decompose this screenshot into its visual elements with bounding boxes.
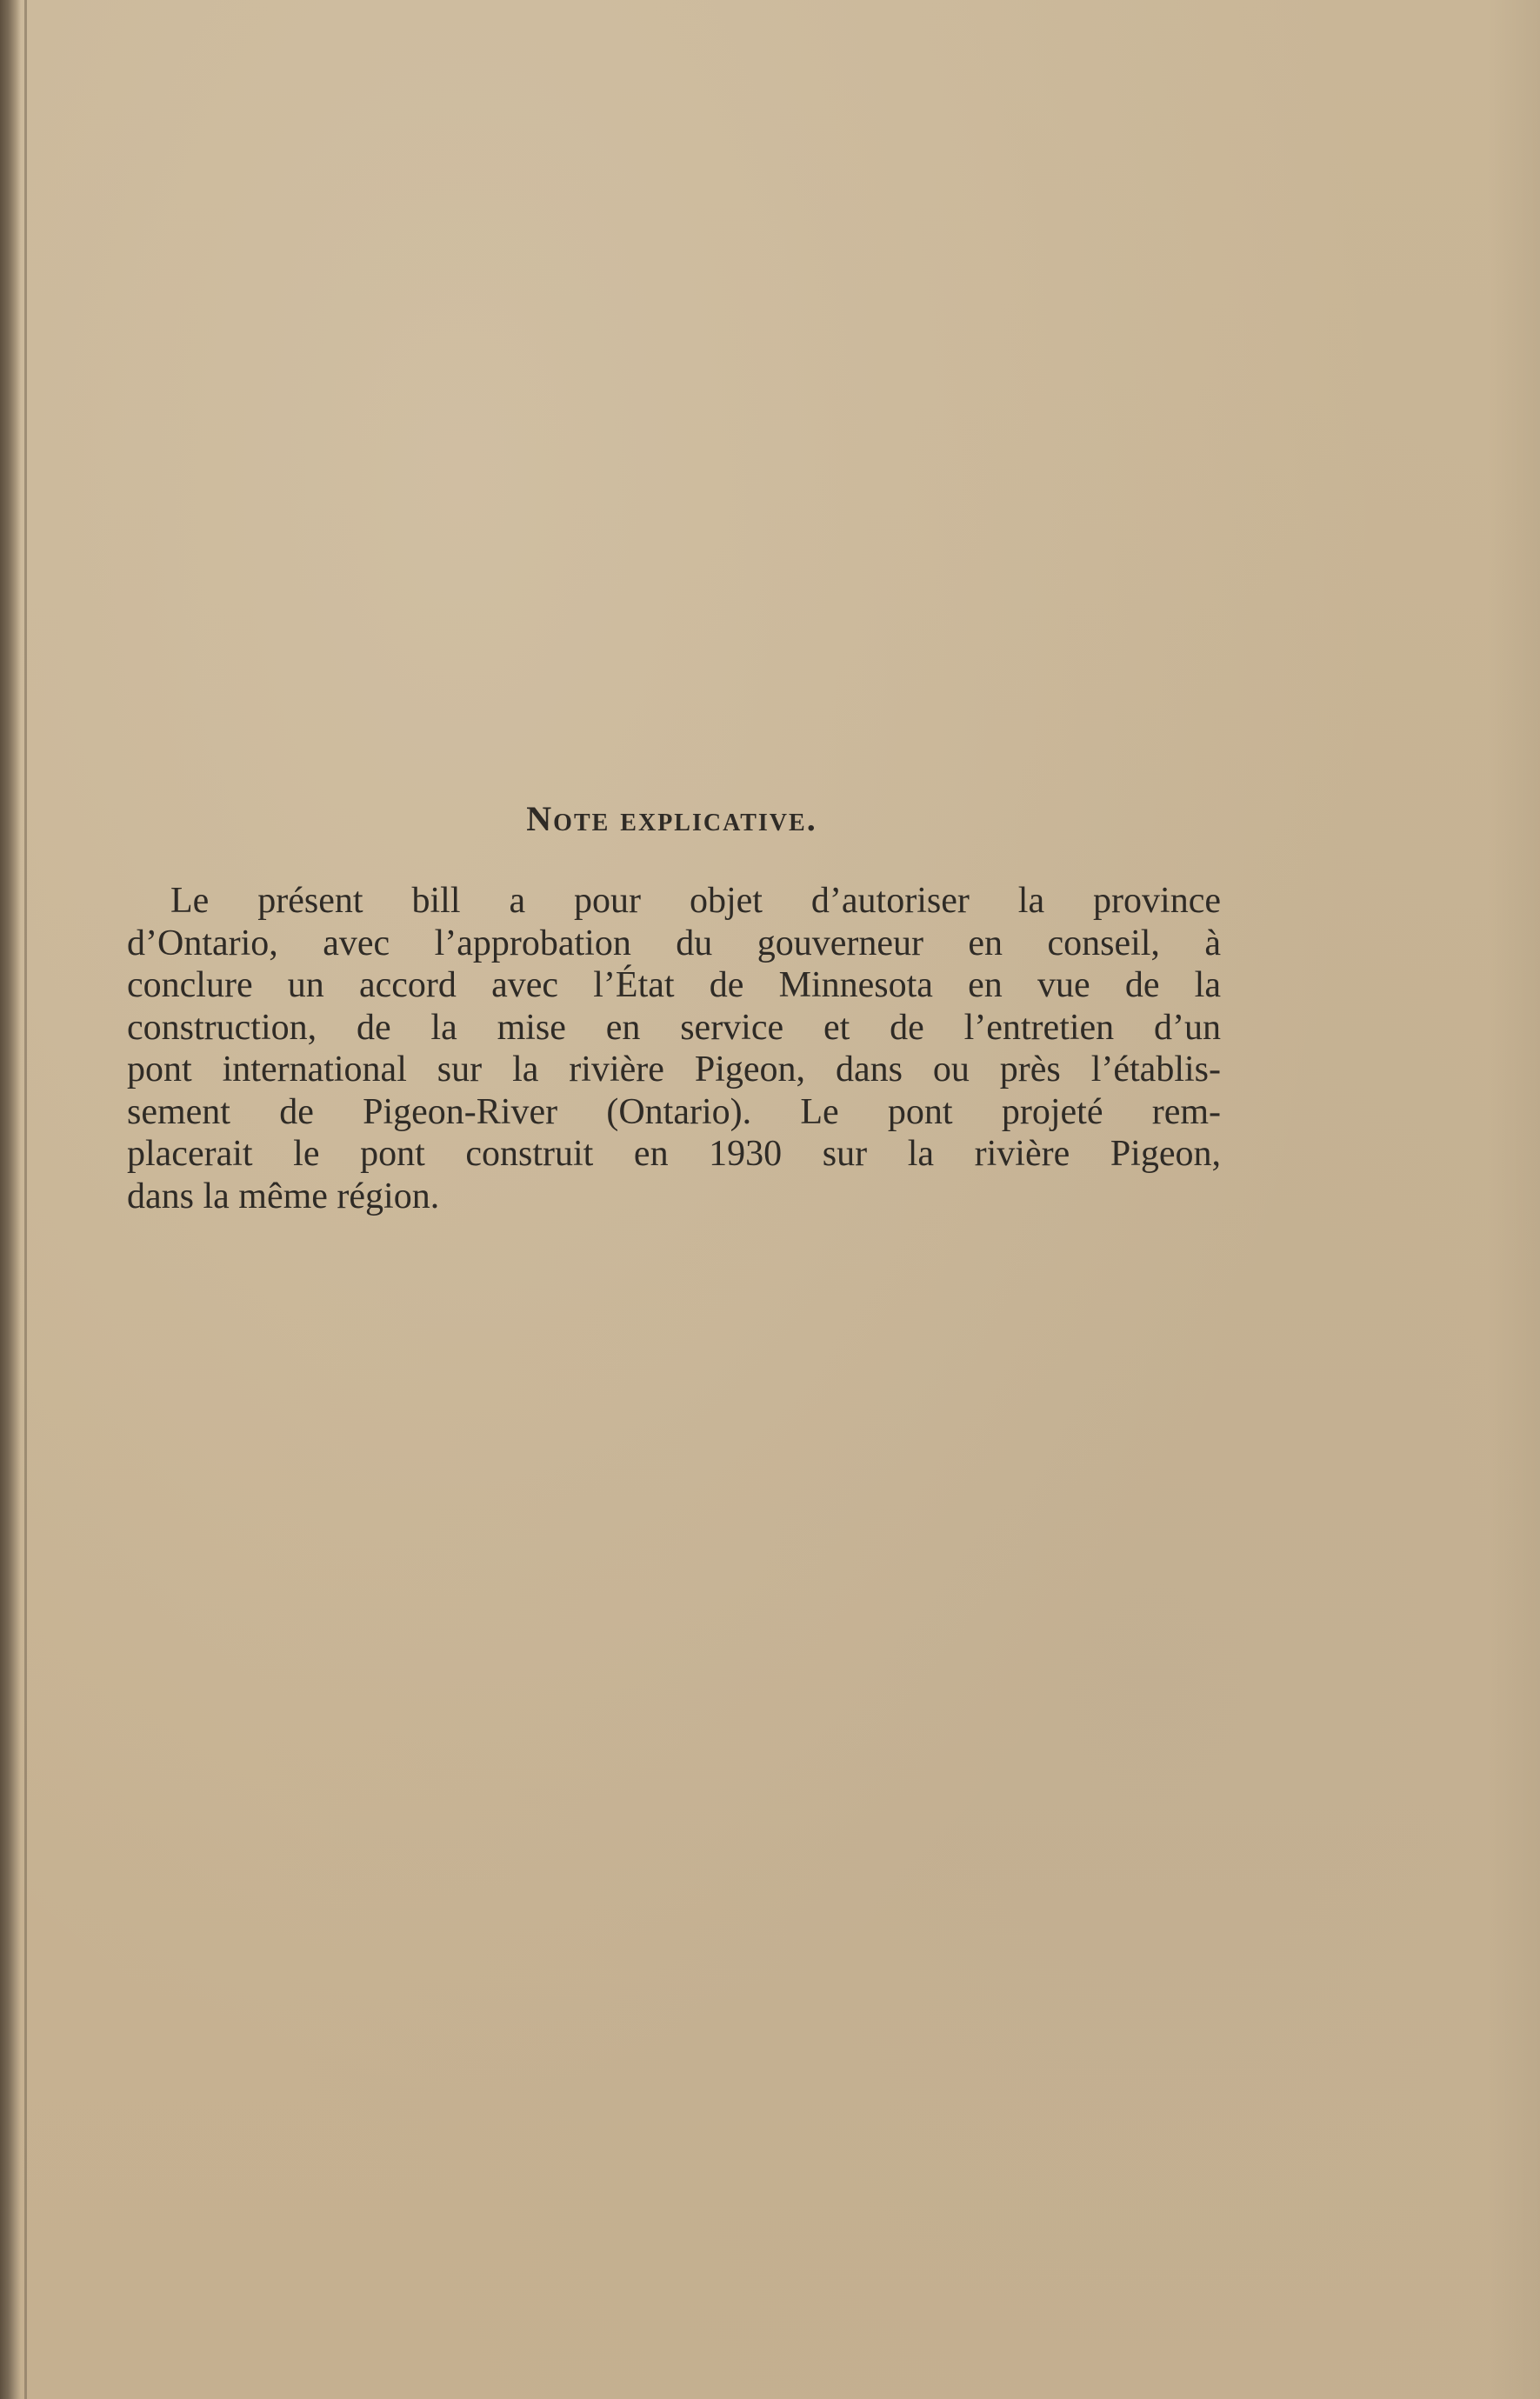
page-right-shade — [1488, 0, 1540, 2399]
paragraph-line: d’Ontario, avec l’approbation du gouverneur en conseil, à — [127, 923, 1221, 963]
paragraph-line: sement de Pigeon-River (Ontario). Le pont projeté rem- — [127, 1091, 1221, 1132]
paragraph-line: Le présent bill a pour objet d’autoriser la province — [170, 881, 1221, 921]
paragraph-line: conclure un accord avec l’État de Minnesota en vue de la — [127, 965, 1221, 1005]
note-title: Note explicative. — [526, 799, 817, 838]
binding-edge-line — [24, 0, 27, 2399]
paragraph-line: dans la même région. — [127, 1176, 440, 1216]
note-paragraph — [127, 880, 1221, 1217]
binding-edge — [0, 0, 21, 2399]
paragraph-line: placerait le pont construit en 1930 sur la rivière Pigeon, — [127, 1134, 1221, 1174]
paragraph-line: construction, de la mise en service et de l’entretien d’un — [127, 1007, 1221, 1048]
paragraph-line: pont international sur la rivière Pigeon, dans ou près l’établis- — [127, 1050, 1221, 1090]
